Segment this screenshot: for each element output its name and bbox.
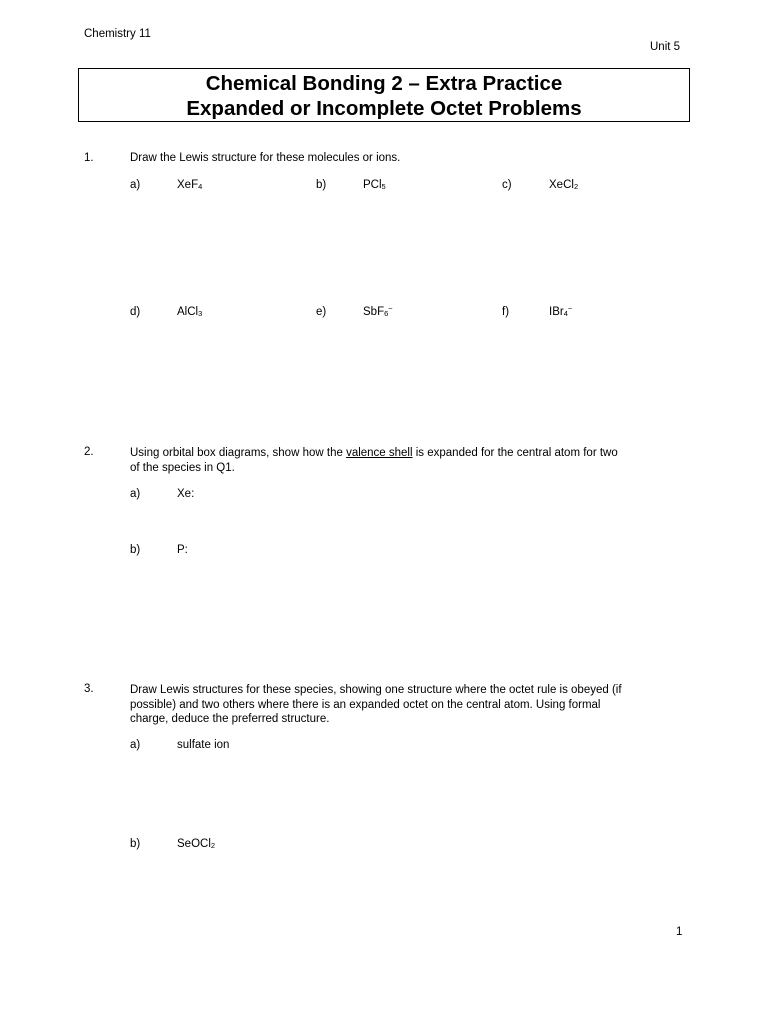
q2-item-text: Xe:	[177, 488, 195, 500]
unit-label: Unit 5	[650, 41, 681, 53]
q2-item-label: a)	[130, 488, 141, 500]
title-box	[78, 68, 690, 122]
course-name: Chemistry 11	[84, 28, 151, 40]
q1-item-formula: AlCl$_3$	[177, 306, 203, 318]
q1-item-formula: SbF$_6$−	[363, 304, 393, 318]
q1-item-formula: PCl$_5$	[363, 179, 386, 191]
q1-item-label: b)	[316, 179, 327, 191]
q3-text: Draw Lewis structures for these species, showing one structure where the octet rule is obeyed (if possible) and two others where there is an expanded octet on the central atom. Using formal charge, deduce the preferred structure.	[130, 684, 622, 725]
q2-item-label: b)	[130, 544, 141, 556]
q1-item-formula: XeCl$_2$	[549, 179, 579, 191]
q3-item-label: a)	[130, 739, 141, 751]
q1-item-label: c)	[502, 179, 512, 191]
q3-item-text: sulfate ion	[177, 739, 230, 751]
title-line-2: Expanded or Incomplete Octet Problems	[186, 97, 582, 120]
q2-item-text: P:	[177, 544, 188, 556]
q1-item-label: e)	[316, 306, 327, 318]
q3-item-text: SeOCl$_2$	[177, 838, 216, 850]
q1-number: 1.	[84, 152, 94, 164]
q1-text: Draw the Lewis structure for these molecules or ions.	[130, 152, 401, 164]
q1-item-formula: IBr$_4$−	[549, 304, 573, 318]
q2-number: 2.	[84, 446, 94, 458]
q2-text: Using orbital box diagrams, show how the valence shell is expanded for the central atom for two of the species in Q1.	[130, 447, 618, 474]
q1-item-label: f)	[502, 306, 510, 318]
q1-item-formula: XeF$_4$	[177, 179, 203, 191]
q3-number: 3.	[84, 683, 94, 695]
q1-item-label: d)	[130, 306, 141, 318]
title-line-1: Chemical Bonding 2 – Extra Practice	[205, 72, 563, 95]
q1-item-label: a)	[130, 179, 141, 191]
page-number: 1	[676, 926, 683, 938]
q3-item-label: b)	[130, 838, 141, 850]
